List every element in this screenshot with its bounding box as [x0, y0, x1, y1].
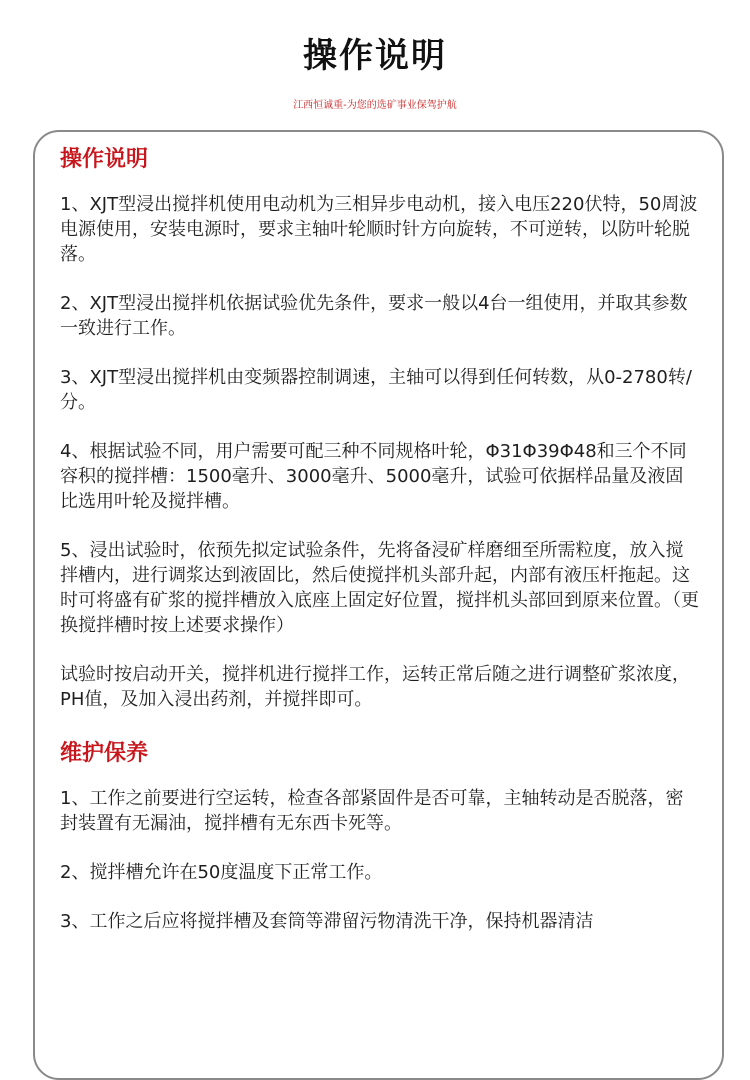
content-body	[60, 142, 700, 934]
section-heading-operation: 操作说明	[60, 147, 149, 172]
operation-paragraph-2: 2、XJT型浸出搅拌机依据试验优先条件，要求一般以4台一组使用，并取其参数一致进行工作。	[60, 293, 688, 339]
maintenance-paragraph-3: 3、工作之后应将搅拌槽及套筒等滞留污物清洗干净，保持机器清洁	[60, 911, 594, 932]
operation-paragraph-6: 试验时按启动开关，搅拌机进行搅拌工作，运转正常后随之进行调整矿浆浓度，PH值，及加入浸出药剂，并搅拌即可。	[60, 664, 690, 710]
section-heading-maintenance: 维护保养	[60, 741, 149, 766]
maintenance-paragraph-2: 2、搅拌槽允许在50度温度下正常工作。	[60, 862, 383, 883]
page-title: 操作说明	[303, 36, 447, 76]
operation-paragraph-3: 3、XJT型浸出搅拌机由变频器控制调速，主轴可以得到任何转数，从0-2780转/分。	[60, 367, 692, 413]
operation-paragraph-1: 1、XJT型浸出搅拌机使用电动机为三相异步电动机，接入电压220伏特，50周波电源使用，安装电源时，要求主轴叶轮顺时针方向旋转，不可逆转，以防叶轮脱落。	[60, 194, 698, 265]
operation-paragraph-4: 4、根据试验不同，用户需要可配三种不同规格叶轮，Φ31Φ39Φ48和三个不同容积的搅拌槽：1500毫升、3000毫升、5000毫升，试验可依据样品量及液固比选用叶轮及搅拌槽。	[60, 441, 687, 512]
maintenance-paragraph-1: 1、工作之前要进行空运转，检查各部紧固件是否可靠，主轴转动是否脱落，密封装置有无漏油，搅拌槽有无东西卡死等。	[60, 788, 684, 834]
operation-paragraph-5: 5、浸出试验时，依预先拟定试验条件，先将备浸矿样磨细至所需粒度，放入搅拌槽内，进行调浆达到液固比，然后使搅拌机头部升起，内部有液压杆拖起。这时可将盛有矿浆的搅拌槽放入底座上固定好位置，搅拌机头部回到原来位置。（更换搅拌槽时按上述要求操作）	[60, 540, 699, 636]
page-subtitle: 江西恒诚重-为您的选矿事业保驾护航	[293, 100, 457, 111]
